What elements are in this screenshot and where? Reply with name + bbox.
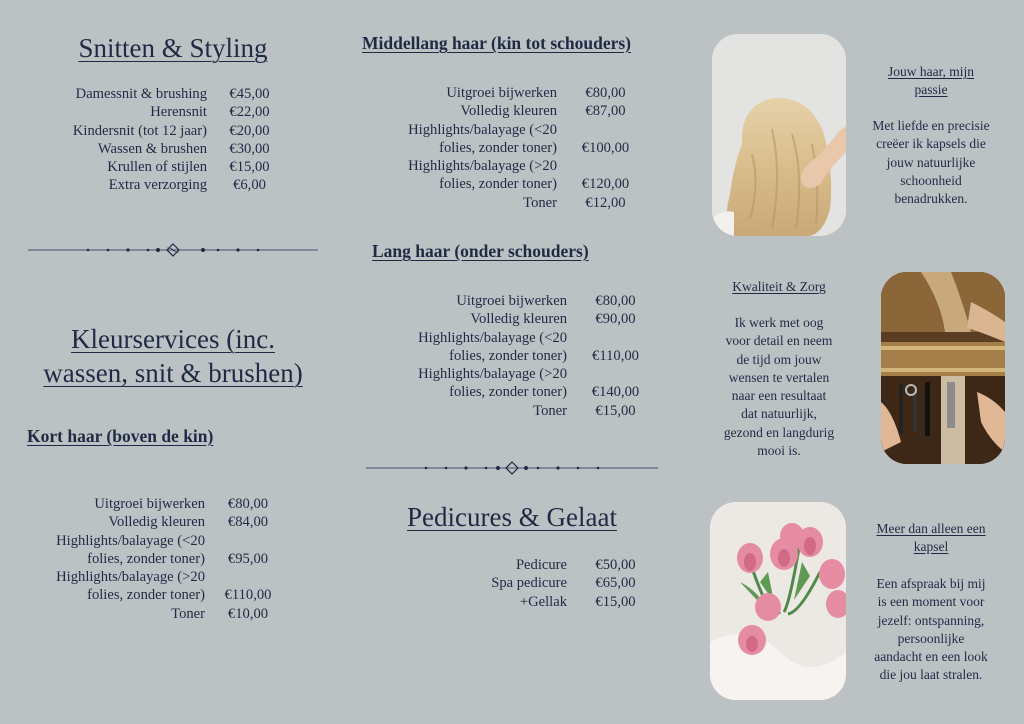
- subsection-title-lang: Lang haar (onder schouders): [372, 241, 589, 261]
- item-price: €80,00: [585, 85, 626, 101]
- list-item: [20, 568, 291, 586]
- list-item: [374, 139, 654, 157]
- item-price: €6,00: [233, 177, 266, 194]
- item-price: €65,00: [595, 575, 636, 592]
- item-price: €110,00: [224, 587, 272, 604]
- item-price: [205, 568, 291, 586]
- text-line: is een moment voor: [877, 594, 985, 610]
- item-price: €15,00: [595, 593, 636, 610]
- item-price: €120,00: [581, 176, 630, 193]
- item-label: Volledig kleuren: [108, 514, 205, 531]
- list-item: [20, 532, 291, 550]
- text-line: jouw natuurlijke: [886, 154, 976, 170]
- item-price: €12,00: [585, 194, 626, 211]
- text-line: wensen te vertalen: [728, 369, 830, 385]
- ornamental-divider: [366, 461, 658, 475]
- item-label: folies, zonder toner): [87, 550, 205, 567]
- list-item: [30, 85, 292, 103]
- text-line: Een afspraak bij mij: [876, 576, 986, 591]
- section-title-pedicures: Pedicures & Gelaat: [407, 502, 617, 532]
- price-list-kort: [20, 495, 291, 623]
- text-line: aandacht en een look: [874, 649, 988, 665]
- item-price: €30,00: [229, 140, 270, 157]
- item-price: [557, 121, 654, 139]
- price-list-pedicures: [384, 556, 664, 611]
- text-line: Met liefde en precisie: [872, 118, 990, 133]
- item-price: €110,00: [592, 347, 639, 364]
- list-item: [30, 103, 292, 121]
- item-label: +Gellak: [519, 593, 567, 610]
- list-item: [384, 574, 664, 592]
- list-item: [384, 310, 664, 328]
- salon-tools-photo: [881, 272, 1005, 464]
- list-item: [374, 194, 654, 212]
- item-label: Highlights/balayage (<20: [418, 329, 567, 346]
- section-title-snitten: Snitten & Styling: [78, 33, 268, 63]
- item-label: Volledig kleuren: [470, 311, 567, 328]
- list-item: [20, 550, 291, 568]
- hair-photo: [712, 34, 846, 236]
- text-line: benadrukken.: [894, 191, 968, 207]
- item-price: €80,00: [595, 293, 636, 309]
- subsection-title-kort: Kort haar (boven de kin): [27, 426, 214, 446]
- list-item: [30, 158, 292, 176]
- list-item: [20, 513, 291, 531]
- item-label: Krullen of stijlen: [107, 159, 207, 176]
- side-text-meer: [856, 575, 1006, 685]
- item-label: Highlights/balayage (>20: [408, 158, 557, 175]
- item-label: folies, zonder toner): [439, 176, 557, 193]
- text-line: die jou laat stralen.: [879, 667, 983, 683]
- item-label: Kindersnit (tot 12 jaar): [72, 122, 207, 139]
- subsection-title-middellang: Middellang haar (kin tot schouders): [362, 33, 632, 53]
- list-item: [374, 84, 654, 102]
- item-price: €20,00: [229, 122, 270, 139]
- item-label: Toner: [533, 402, 567, 419]
- item-label: Highlights/balayage (>20: [56, 569, 205, 586]
- text-line: persoonlijke: [897, 630, 965, 646]
- item-price: €10,00: [227, 605, 269, 622]
- item-label: Highlights/balayage (<20: [408, 121, 557, 138]
- item-label: Uitgroei bijwerken: [94, 496, 205, 512]
- item-price: €50,00: [595, 557, 636, 573]
- item-price: €45,00: [229, 86, 270, 102]
- list-item: [384, 329, 664, 347]
- tulips-photo: [710, 502, 846, 700]
- list-item: [374, 175, 654, 193]
- item-label: folies, zonder toner): [87, 587, 205, 604]
- item-price: €15,00: [595, 402, 636, 419]
- item-label: Spa pedicure: [491, 575, 567, 592]
- price-list-snitten: [30, 85, 292, 195]
- text-line: Ik werk met oog: [734, 315, 824, 330]
- text-line: gezond en langdurig: [723, 424, 835, 440]
- item-price: [205, 532, 291, 550]
- list-item: [384, 383, 664, 401]
- title-line: Kleurservices (inc.: [71, 324, 275, 354]
- item-label: Uitgroei bijwerken: [456, 293, 567, 309]
- side-text-passie: [856, 117, 1006, 208]
- price-list-middellang: [374, 84, 654, 212]
- item-price: €22,00: [229, 104, 270, 121]
- title-line: wassen, snit & brushen): [43, 358, 303, 388]
- text-line: mooi is.: [757, 443, 801, 459]
- text-line: voor detail en neem: [725, 333, 833, 349]
- title-line: Jouw haar, mijn: [887, 64, 975, 79]
- list-item: [384, 402, 664, 420]
- list-item: [374, 121, 654, 139]
- item-price: €95,00: [227, 550, 269, 567]
- item-price: €15,00: [229, 159, 270, 176]
- item-price: [567, 365, 664, 383]
- item-label: Volledig kleuren: [460, 103, 557, 120]
- price-list-lang: [384, 292, 664, 420]
- list-item: [374, 102, 654, 120]
- text-line: jezelf: ontspanning,: [877, 612, 985, 628]
- item-label: Extra verzorging: [108, 177, 207, 194]
- list-item: [30, 176, 292, 194]
- item-price: €140,00: [591, 384, 640, 401]
- list-item: [384, 292, 664, 310]
- item-price: €80,00: [227, 496, 269, 512]
- side-title-kwaliteit: Kwaliteit & Zorg: [732, 279, 826, 294]
- text-line: de tijd om jouw: [736, 351, 822, 367]
- item-label: Damessnit & brushing: [75, 86, 207, 102]
- item-label: Toner: [523, 194, 557, 211]
- item-label: folies, zonder toner): [439, 139, 557, 156]
- list-item: [30, 122, 292, 140]
- item-label: Uitgroei bijwerken: [446, 85, 557, 101]
- section-title-kleurservices: [28, 322, 318, 390]
- list-item: [20, 495, 291, 513]
- side-text-kwaliteit: [703, 314, 855, 460]
- title-line: Meer dan alleen een: [876, 521, 986, 536]
- text-line: dat natuurlijk,: [741, 406, 817, 422]
- item-label: Toner: [171, 605, 205, 622]
- list-item: [384, 365, 664, 383]
- text-line: creëer ik kapsels die: [876, 136, 986, 152]
- item-label: Pedicure: [515, 557, 567, 573]
- item-label: Wassen & brushen: [97, 140, 207, 157]
- item-price: €90,00: [595, 311, 636, 328]
- text-line: naar een resultaat: [731, 388, 827, 404]
- item-price: €87,00: [585, 103, 626, 120]
- ornamental-divider: [28, 243, 318, 257]
- item-price: [567, 329, 664, 347]
- list-item: [20, 605, 291, 623]
- list-item: [384, 593, 664, 611]
- item-price: €84,00: [227, 514, 269, 531]
- item-label: Highlights/balayage (<20: [56, 532, 205, 549]
- item-price: [557, 157, 654, 175]
- side-title-passie: [856, 63, 1006, 99]
- item-label: folies, zonder toner): [449, 347, 567, 364]
- list-item: [30, 140, 292, 158]
- item-label: folies, zonder toner): [449, 384, 567, 401]
- list-item: [384, 556, 664, 574]
- title-line: kapsel: [913, 539, 949, 554]
- list-item: [20, 586, 291, 604]
- list-item: [384, 347, 664, 365]
- item-price: €100,00: [581, 139, 630, 156]
- title-line: passie: [914, 82, 948, 97]
- text-line: schoonheid: [900, 172, 962, 188]
- list-item: [374, 157, 654, 175]
- side-title-meer: [856, 520, 1006, 556]
- item-label: Highlights/balayage (>20: [418, 366, 567, 383]
- item-label: Herensnit: [150, 104, 207, 121]
